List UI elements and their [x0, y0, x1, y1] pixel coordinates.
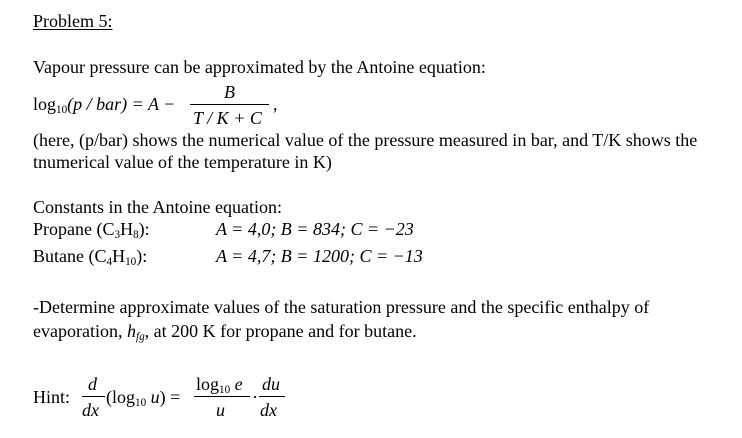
- equation-log: log: [33, 94, 57, 114]
- enthalpy-subscript: fg: [135, 331, 145, 344]
- butane-label: Butane $(C_4H_{10})$:: [33, 246, 148, 269]
- hint-label: Hint:: [33, 387, 71, 407]
- equation-fraction-bar: [190, 104, 269, 105]
- constants-heading: Constants in the Antoine equation:: [33, 197, 282, 217]
- hint-d-fraction-bar: [82, 396, 105, 397]
- hint-frac2-fraction-bar: [194, 396, 250, 397]
- equation-log-base: 10: [56, 104, 68, 117]
- note-line-1: (here, (p/bar) shows the numerical value of the pressure measured in bar, and T/K shows the: [33, 130, 698, 150]
- hint-dot: ·: [252, 387, 258, 407]
- enthalpy-symbol: h: [126, 321, 136, 341]
- hint-frac2-numerator: $\log_{10} e$: [196, 374, 243, 397]
- hint-frac2-denominator: u: [216, 400, 225, 420]
- equation-denominator: T / K + C: [193, 108, 262, 128]
- equation-numerator: B: [224, 82, 235, 102]
- hint-d-denominator: dx: [82, 400, 99, 420]
- hint-frac3-fraction-bar: [259, 396, 285, 397]
- note-line-2: tnumerical value of the temperature in K): [33, 152, 332, 172]
- hint-frac3-denominator: dx: [260, 400, 277, 420]
- intro-text: Vapour pressure can be approximated by the Antoine equation:: [33, 57, 486, 77]
- task-line-2: evaporation, $h_{fg}$, at 200 K for propane and for butane.: [33, 321, 417, 344]
- task-line-1: -Determine approximate values of the saturation pressure and the specific enthalpy of: [33, 297, 650, 317]
- propane-constants: A = 4,0; B = 834; C = −23: [216, 219, 414, 239]
- hint-log-expression: ($\log_{10}$ u) =: [106, 387, 181, 410]
- equation-comma: ,: [273, 94, 278, 114]
- problem-title: Problem 5:: [33, 11, 113, 31]
- butane-constants: A = 4,7; B = 1200; C = −13: [216, 246, 423, 266]
- propane-label: Propane $(C_3H_8)$:: [33, 219, 150, 242]
- hint-d-numerator: d: [88, 374, 97, 394]
- equation-lhs: [33, 94, 176, 117]
- hint-frac3-numerator: du: [262, 374, 280, 394]
- equation-argument: (p / bar) = A −: [67, 94, 176, 114]
